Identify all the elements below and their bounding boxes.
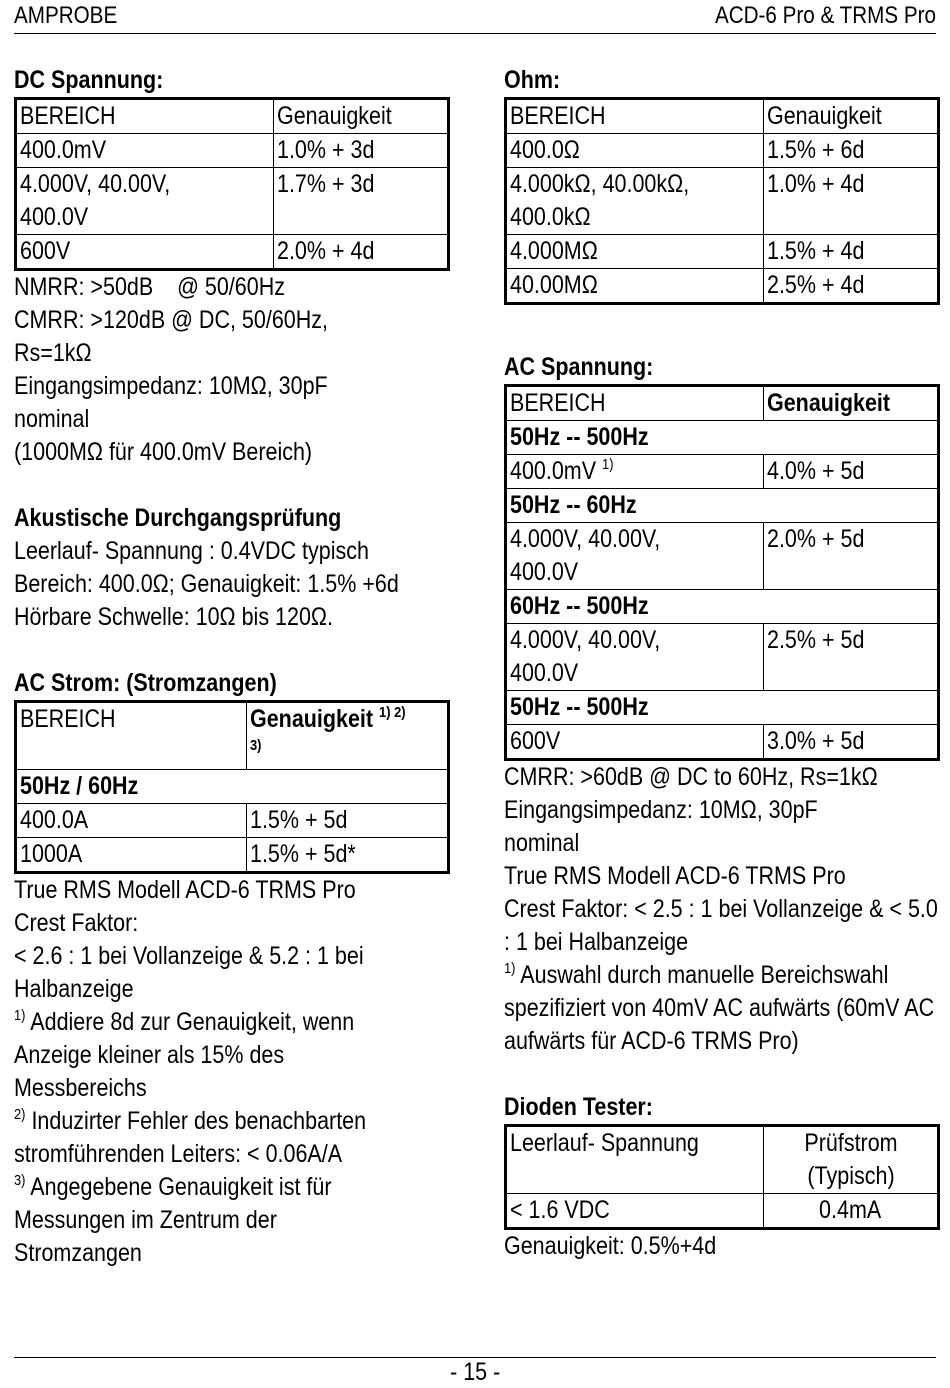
table-row: [506, 134, 939, 168]
frequency-band: 50Hz -- 60Hz: [506, 489, 939, 523]
col-header-current: Prüfstrom (Typisch): [764, 1126, 939, 1194]
table-row: [506, 624, 939, 691]
accuracy-cell: 4.0% + 5d: [764, 455, 939, 489]
dc-voltage-table: [14, 97, 450, 271]
col-header-range: BEREICH: [506, 99, 764, 134]
range-cell: 1000A: [16, 838, 247, 873]
range-cell: 400.0A: [16, 804, 247, 838]
frequency-band: 60Hz -- 500Hz: [506, 590, 939, 624]
col-header-range: BEREICH: [16, 99, 274, 134]
ac-voltage-table: [504, 384, 940, 761]
col-header-voltage: Leerlauf- Spannung: [506, 1126, 764, 1194]
trms-model-line: True RMS Modell ACD-6 TRMS Pro: [504, 862, 846, 890]
trms-model-line: True RMS Modell ACD-6 TRMS Pro: [14, 876, 356, 904]
crest-factor-value: < 2.6 : 1 bei Vollanzeige & 5.2 : 1 bei Halbanzeige: [14, 942, 364, 1003]
frequency-band: 50Hz / 60Hz: [16, 770, 449, 804]
crest-factor-line: Crest Faktor: < 2.5 : 1 bei Vollanzeige & < 5.0 : 1 bei Halbanzeige: [504, 895, 938, 956]
footnote-2: $^{2)}$ Induzirter Fehler des benachbarten stromführenden Leiters: < 0.06A/A: [14, 1106, 367, 1168]
table-row: [16, 702, 449, 770]
accuracy-cell: 1.0% + 3d: [274, 134, 449, 168]
continuity-line: Bereich: 400.0Ω; Genauigkeit: 1.5% +6d: [14, 570, 399, 598]
crest-factor-label: Crest Faktor:: [14, 909, 139, 937]
diode-tester-title: Dioden Tester:: [504, 1093, 653, 1121]
current-cell: 0.4mA: [764, 1194, 939, 1229]
col-header-accuracy: Genauigkeit: [274, 99, 449, 134]
cmrr-line: CMRR: >60dB @ DC to 60Hz, Rs=1kΩ: [504, 763, 878, 791]
table-row: [506, 725, 939, 760]
col-header-range: BEREICH: [506, 386, 764, 421]
brand-name: AMPROBE: [14, 2, 118, 29]
accuracy-cell: 1.5% + 5d*: [247, 838, 449, 873]
ac-current-title: AC Strom: (Stromzangen): [14, 669, 277, 697]
continuity-title: Akustische Durchgangsprüfung: [14, 504, 342, 532]
range-cell: 4.000MΩ: [506, 235, 764, 269]
ohm-title: Ohm:: [504, 66, 561, 94]
table-row: [506, 168, 939, 235]
range-cell: 400.0mV $^{1)}$: [506, 455, 764, 489]
table-row: [16, 804, 449, 838]
table-row: [506, 386, 939, 421]
col-header-accuracy: Genauigkeit: [764, 99, 939, 134]
accuracy-cell: 2.5% + 4d: [764, 269, 939, 304]
col-header-range: BEREICH: [16, 702, 247, 770]
range-cell: 600V: [16, 235, 274, 270]
table-row: [506, 523, 939, 590]
table-row: [16, 235, 449, 270]
accuracy-cell: 1.5% + 5d: [247, 804, 449, 838]
continuity-line: Leerlauf- Spannung : 0.4VDC typisch: [14, 537, 369, 565]
frequency-band: 50Hz -- 500Hz: [506, 421, 939, 455]
right-column: [504, 64, 940, 1263]
range-cell: 400.0mV: [16, 134, 274, 168]
footnote-1: $^{1)}$ Auswahl durch manuelle Bereichswahl spezifiziert von 40mV AC aufwärts (60mV AC aufwärts für ACD-6 TRMS Pro): [504, 960, 935, 1055]
range-cell: 600V: [506, 725, 764, 760]
left-column: [14, 64, 450, 1270]
header-rule: [14, 33, 936, 34]
note-cmrr: CMRR: >120dB @ DC, 50/60Hz, Rs=1kΩ: [14, 306, 328, 367]
note-input-impedance: Eingangsimpedanz: 10MΩ, 30pF nominal: [14, 372, 328, 433]
range-cell: 40.00MΩ: [506, 269, 764, 304]
footnote-marks: 1) 2) 3): [250, 704, 406, 754]
dc-voltage-title: DC Spannung:: [14, 66, 164, 94]
range-cell: 400.0Ω: [506, 134, 764, 168]
ac-current-table: [14, 700, 450, 874]
table-row: [506, 455, 939, 489]
accuracy-cell: 3.0% + 5d: [764, 725, 939, 760]
table-row: [16, 99, 449, 134]
table-row: [506, 235, 939, 269]
accuracy-cell: 2.5% + 5d: [764, 624, 939, 691]
col-header-accuracy: Genauigkeit: [764, 386, 939, 421]
footnote-mark: 1): [602, 456, 614, 473]
model-name: ACD-6 Pro & TRMS Pro: [715, 2, 936, 29]
ohm-table: [504, 97, 940, 305]
accuracy-cell: 1.0% + 4d: [764, 168, 939, 235]
range-cell: 4.000V, 40.00V, 400.0V: [506, 523, 764, 590]
ac-voltage-title: AC Spannung:: [504, 353, 654, 381]
table-row: [16, 134, 449, 168]
page-number: - 15 -: [449, 1358, 501, 1386]
note-impedance-400mv: (1000MΩ für 400.0mV Bereich): [14, 438, 313, 466]
table-row: [16, 770, 449, 804]
accuracy-cell: 1.5% + 4d: [764, 235, 939, 269]
note-nmrr: NMRR: >50dB @ 50/60Hz: [14, 273, 285, 301]
table-row: [506, 1126, 939, 1194]
table-row: [506, 590, 939, 624]
table-row: [506, 421, 939, 455]
voltage-cell: < 1.6 VDC: [506, 1194, 764, 1229]
footnote-1: $^{1)}$ Addiere 8d zur Genauigkeit, wenn Anzeige kleiner als 15% des Messbereichs: [14, 1007, 355, 1102]
table-row: [506, 99, 939, 134]
table-row: [506, 489, 939, 523]
diode-accuracy: Genauigkeit: 0.5%+4d: [504, 1232, 717, 1260]
accuracy-cell: 2.0% + 4d: [274, 235, 449, 270]
accuracy-cell: 1.7% + 3d: [274, 168, 449, 235]
table-row: [506, 269, 939, 304]
range-cell: 4.000V, 40.00V, 400.0V: [506, 624, 764, 691]
frequency-band: 50Hz -- 500Hz: [506, 691, 939, 725]
diode-table: [504, 1124, 940, 1230]
table-row: [16, 838, 449, 873]
col-header-accuracy: Genauigkeit $^{1) 2) 3)}$: [247, 702, 449, 770]
table-row: [16, 168, 449, 235]
accuracy-cell: 2.0% + 5d: [764, 523, 939, 590]
continuity-line: Hörbare Schwelle: 10Ω bis 120Ω.: [14, 603, 333, 631]
table-row: [506, 1194, 939, 1229]
accuracy-cell: 1.5% + 6d: [764, 134, 939, 168]
footnote-3: $^{3)}$ Angegebene Genauigkeit ist für Messungen im Zentrum der Stromzangen: [14, 1172, 332, 1267]
range-cell: 4.000kΩ, 40.00kΩ, 400.0kΩ: [506, 168, 764, 235]
table-row: [506, 691, 939, 725]
range-cell: 4.000V, 40.00V, 400.0V: [16, 168, 274, 235]
input-impedance-line: Eingangsimpedanz: 10MΩ, 30pF nominal: [504, 796, 818, 857]
